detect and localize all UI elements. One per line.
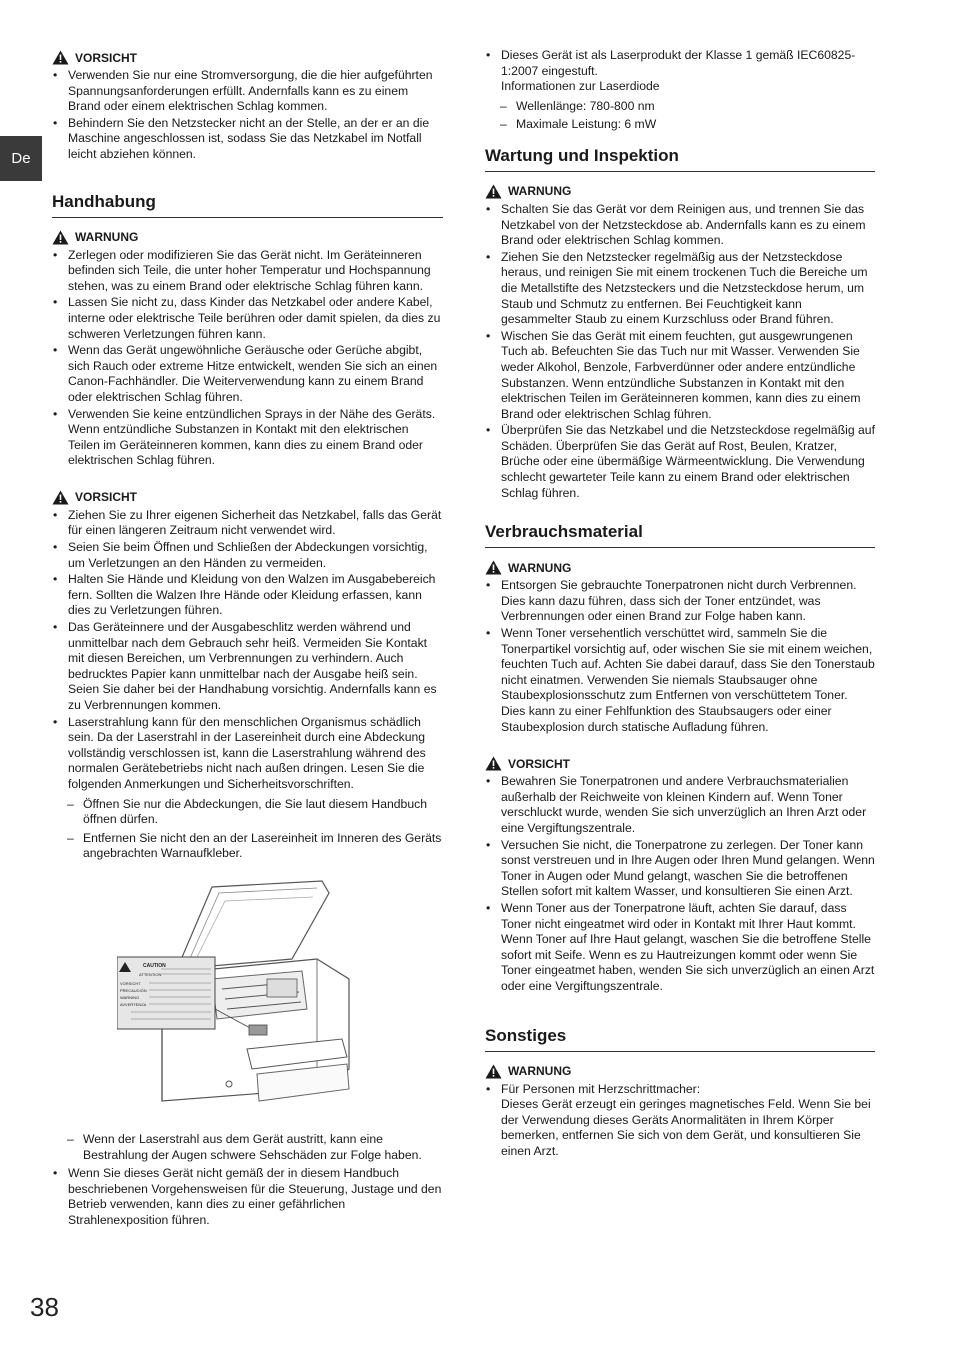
list-item: • Zerlegen oder modifizieren Sie das Gerät nicht. Im Geräteinneren befinden sich Teile, die unter hoher Temperatur und Hochspannung stehen, was zu einem Brand oder elektrische Schlag führen kann. [52, 248, 443, 295]
laser-info-list [485, 48, 875, 95]
printer-illustration [117, 879, 367, 1111]
list-item: • Schalten Sie das Gerät vor dem Reinigen aus, und trennen Sie das Netzkabel von der Netzsteckdose ab. Andernfalls kann es zu einem Brand oder elektrischen Schlag kommen. [485, 202, 875, 249]
section-title-wartung: Wartung und Inspektion [485, 146, 875, 172]
caution-list [52, 508, 443, 793]
section-title-sonstiges: Sonstiges [485, 1026, 875, 1052]
list-item: • Behindern Sie den Netzstecker nicht an der Stelle, an der er an die Maschine angeschlossen ist, sodass Sie das Netzkabel im Notfall leicht abziehen können. [52, 116, 443, 163]
list-item: • Ziehen Sie zu Ihrer eigenen Sicherheit das Netzkabel, falls das Gerät für einen längeren Zeitraum nicht verwendet wird. [52, 508, 443, 539]
dash-item: – Wenn der Laserstrahl aus dem Gerät austritt, kann eine Bestrahlung der Augen schwere Sehschäden zur Folge haben. [52, 1132, 443, 1163]
warning-heading: WARNUNG [485, 560, 875, 575]
caution-heading: VORSICHT [52, 490, 443, 505]
caution-list [52, 68, 443, 163]
right-column [485, 48, 875, 1160]
warning-triangle-icon [485, 756, 502, 771]
caution-list [485, 774, 875, 994]
section-title-verbrauchsmaterial: Verbrauchsmaterial [485, 522, 875, 548]
list-item: • Lassen Sie nicht zu, dass Kinder das Netzkabel oder andere Kabel, interne oder elektrische Teile berühren oder damit spielen, da dies zu schweren Verletzungen führen kann. [52, 295, 443, 342]
list-item: • Wischen Sie das Gerät mit einem feuchten, gut ausgewrungenen Tuch ab. Befeuchten Sie das Tuch nur mit Wasser. Verwenden Sie weder Alkohol, Benzole, Farbverdünner oder andere entzündliche Substanzen. Wenn entzündliche Substanzen in Kontakt mit den elektrischen Teilen im Geräteinneren kommen, kann dies zu einem Brand oder elektrischen Schlag führen. [485, 329, 875, 423]
warning-triangle-icon [52, 50, 69, 65]
list-item: • Verwenden Sie nur eine Stromversorgung, die die hier aufgeführten Spannungsanforderungen erfüllt. Andernfalls kann es zu einem Brand oder einem elektrischen Schlag kommen. [52, 68, 443, 115]
laser-dash-list [52, 797, 443, 862]
warning-triangle-icon [485, 1064, 502, 1079]
warning-list [52, 248, 443, 469]
list-item: • Überprüfen Sie das Netzkabel und die Netzsteckdose regelmäßig auf Schäden. Überprüfen Sie das Gerät auf Rost, Beulen, Kratzer, Brüche oder eine übermäßige Wärmeentwicklung. Die Verwendung schlecht gewarteter Teile kann zu einem Brand oder elektrischen Schlag führen. [485, 423, 875, 501]
list-item: • Halten Sie Hände und Kleidung von den Walzen im Ausgabebereich fern. Sollten die Walzen Ihre Hände oder Kleidung erfassen, kann dies zu Verletzungen führen. [52, 572, 443, 619]
svg-text:PRECAUCIÓN: PRECAUCIÓN [120, 987, 147, 993]
laser-diode-dash-list [485, 99, 875, 133]
warning-triangle-icon [485, 560, 502, 575]
list-item: • Laserstrahlung kann für den menschlichen Organismus schädlich sein. Da der Laserstrahl in der Lasereinheit durch eine Abdeckung vollständig verschlossen ist, kann die Laserstrahlung während des normalen Gerätebetriebs nicht nach außen dringen. Lesen Sie die folgenden Anmerkungen und Sicherheitsvorschriften. [52, 715, 443, 793]
caution-heading: VORSICHT [52, 50, 443, 65]
list-item: • Dieses Gerät ist als Laserprodukt der Klasse 1 gemäß IEC60825-1:2007 eingestuft. Informationen zur Laserdiode [485, 48, 875, 95]
list-item: • Versuchen Sie nicht, die Tonerpatrone zu zerlegen. Der Toner kann sonst verstreuen und in Ihre Augen oder Ihren Mund gelangen. Wenn Toner in Augen oder Mund gelangt, waschen Sie die betroffenen Stellen sofort mit kaltem Wasser, und konsultieren Sie einen Arzt. [485, 838, 875, 900]
list-item: • Wenn das Gerät ungewöhnliche Geräusche oder Gerüche abgibt, sich Rauch oder extreme Hitze entwickelt, wenden Sie sich an einen Canon-Fachhändler. Die Weiterverwendung kann zu einem Brand oder elektrischen Schlag führen. [52, 343, 443, 405]
list-item: • Bewahren Sie Tonerpatronen und andere Verbrauchsmaterialien außerhalb der Reichweite von kleinen Kindern auf. Wenn Toner verschluckt wurde, wenden Sie sich unverzüglich an Ihren Arzt oder eine Vergiftungszentrale. [485, 774, 875, 836]
warning-list [485, 578, 875, 735]
warning-list [485, 202, 875, 501]
list-item: • Für Personen mit Herzschrittmacher: Dieses Gerät erzeugt ein geringes magnetisches Feld. Wenn Sie bei der Verwendung dieses Geräts Anormalitäten in Ihrem Körper bemerken, entfernen Sie sich von dem Gerät, und konsultieren Sie einen Arzt. [485, 1082, 875, 1160]
dash-item: – Maximale Leistung: 6 mW [485, 117, 875, 133]
page-number: 38 [30, 1292, 59, 1322]
list-item: • Ziehen Sie den Netzstecker regelmäßig aus der Netzsteckdose heraus, und reinigen Sie mit einem trockenen Tuch die Bereiche um die Metallstifte des Netzsteckers und die Netzsteckdose herum, um Staub und Schmutz zu entfernen. Bei Feuchtigkeit kann gesammelter Staub zu einem Kurzschluss oder Brand führen. [485, 250, 875, 328]
section-title-handhabung: Handhabung [52, 192, 443, 218]
svg-text:CAUTION: CAUTION [143, 962, 166, 969]
list-item: • Seien Sie beim Öffnen und Schließen der Abdeckungen vorsichtig, um Verletzungen an den Händen zu vermeiden. [52, 540, 443, 571]
list-item: • Das Geräteinnere und der Ausgabeschlitz werden während und unmittelbar nach dem Gebrauch sehr heiß. Vermeiden Sie Kontakt mit diesen Bereichen, um Verbrennungen zu verhindern. Auch bedrucktes Papier kann unmittelbar nach der Ausgabe heiß sein. Seien Sie daher bei der Handhabung vorsichtig. Andernfalls kann es zu Verbrennungen kommen. [52, 620, 443, 714]
list-item: • Wenn Toner aus der Tonerpatrone läuft, achten Sie darauf, dass Toner nicht eingeatmet wird oder in Kontakt mit Ihrer Haut kommt. Wenn Toner auf Ihre Haut gelangt, waschen Sie die betroffene Stelle sofort mit Seife. Wenn es zu Hautreizungen kommt oder wenn Sie Toner eingeatmet haben, wenden Sie sich unverzüglich an einen Arzt oder eine Vergiftungszentrale. [485, 901, 875, 995]
list-item: • Verwenden Sie keine entzündlichen Sprays in der Nähe des Geräts. Wenn entzündliche Substanzen in Kontakt mit den elektrischen Teilen im Geräteinneren kommen, kann dies zu einem Brand oder elektrischen Schlag führen. [52, 407, 443, 469]
dash-item: – Entfernen Sie nicht den an der Lasereinheit im Inneren des Geräts angebrachten Warnaufkleber. [52, 831, 443, 862]
dash-item: – Wellenlänge: 780-800 nm [485, 99, 875, 115]
warning-list [485, 1082, 875, 1160]
language-tab: De [0, 136, 42, 181]
dash-item: – Öffnen Sie nur die Abdeckungen, die Sie laut diesem Handbuch öffnen dürfen. [52, 797, 443, 828]
warning-triangle-icon [485, 184, 502, 199]
laser-dash-list-cont [52, 1132, 443, 1163]
final-list [52, 1166, 443, 1228]
warning-heading: WARNUNG [485, 184, 875, 199]
list-item: • Entsorgen Sie gebrauchte Tonerpatronen nicht durch Verbrennen. Dies kann dazu führen, dass sich der Toner entzündet, was Verbrennungen oder einen Brand zur Folge haben kann. [485, 578, 875, 625]
svg-text:WARNING: WARNING [120, 994, 140, 1000]
left-column [52, 50, 443, 1230]
svg-text:ATTENTION: ATTENTION [139, 971, 162, 977]
warning-triangle-icon [52, 230, 69, 245]
list-item: • Wenn Sie dieses Gerät nicht gemäß der in diesem Handbuch beschriebenen Vorgehensweisen für die Steuerung, Justage und den Betrieb verwenden, kann dies zu einer gefährlichen Strahlenexposition führen. [52, 1166, 443, 1228]
svg-text:AVVERTENZA: AVVERTENZA [120, 1001, 147, 1007]
caution-heading: VORSICHT [485, 756, 875, 771]
warning-triangle-icon [52, 490, 69, 505]
warning-heading: WARNUNG [485, 1064, 875, 1079]
list-item: • Wenn Toner versehentlich verschüttet wird, sammeln Sie die Tonerpartikel vorsichtig auf, oder wischen Sie sie mit einem weichen, feuchten Tuch auf. Achten Sie dabei darauf, dass Sie den Tonerstaub nicht einatmen. Verwenden Sie niemals Staubsauger ohne Staubexplosionsschutz zum Entfernen von verschüttetem Toner. Dies kann zu einer Fehlfunktion des Staubsaugers oder einer Staubexplosion durch statische Aufladung führen. [485, 626, 875, 735]
warning-heading: WARNUNG [52, 230, 443, 245]
svg-text:VORSICHT: VORSICHT [120, 980, 141, 986]
